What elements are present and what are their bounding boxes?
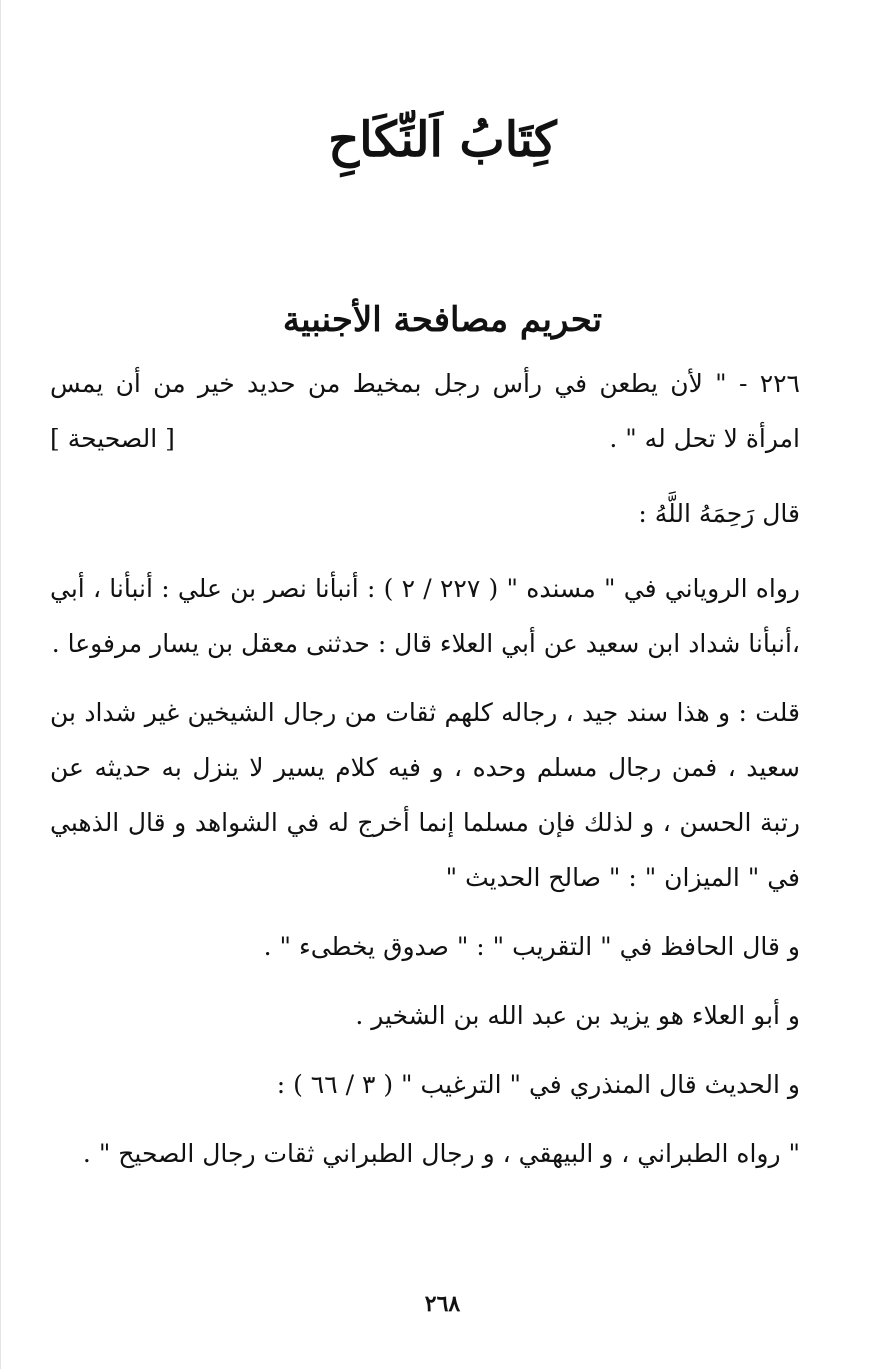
paragraph-isnad: رواه الروياني في " مسنده " ( ٢٢٧ / ٢ ) : أنبأنا نصر بن علي : أنبأنا ، أبي ،أنبأنا شداد ابن سعيد عن أبي العلاء قال : حدثنى معقل بن يسار مرفوعا . bbox=[50, 574, 800, 658]
body-text bbox=[50, 356, 800, 1181]
chapter-title: تحريم مصافحة الأجنبية bbox=[282, 300, 603, 340]
hadith-grade: [ الصحيحة ] bbox=[50, 424, 175, 453]
paragraph-quote: " رواه الطبراني ، و البيهقي ، و رجال الطبراني ثقات رجال الصحيح " . bbox=[82, 1139, 800, 1168]
book-title: كِتَابُ اَلنِّكَاحِ bbox=[328, 112, 557, 168]
page-number: ٢٦٨ bbox=[424, 1291, 461, 1317]
hadith-line-2 bbox=[50, 411, 800, 466]
page-edge-line bbox=[0, 0, 1, 1369]
hadith-line-1: ٢٢٦ - " لأن يطعن في رأس رجل بمخيط من حديد خير من أن يمس bbox=[50, 369, 800, 398]
paragraph-commentary: قلت : و هذا سند جيد ، رجاله كلهم ثقات من رجال الشيخين غير شداد بن سعيد ، فمن رجال مسلم وحده ، و فيه كلام يسير لا ينزل به حديثه عن رتبة الحسن ، و لذلك فإن مسلما إنما أخرج له في الشواهد و قال الذهبي في " الميزان " : " صالح الحديث " bbox=[50, 698, 800, 892]
paragraph-hafiz: و قال الحافظ في " التقريب " : " صدوق يخطىء " . bbox=[263, 932, 800, 961]
hadith-text-end: امرأة لا تحل له " . bbox=[609, 424, 800, 453]
paragraph-mundhiri: و الحديث قال المنذري في " الترغيب " ( ٣ / ٦٦ ) : bbox=[276, 1070, 800, 1099]
paragraph-abul-ala: و أبو العلاء هو يزيد بن عبد الله بن الشخير . bbox=[355, 1001, 800, 1030]
author-said: قال رَحِمَهُ اللَّهُ : bbox=[638, 499, 800, 528]
